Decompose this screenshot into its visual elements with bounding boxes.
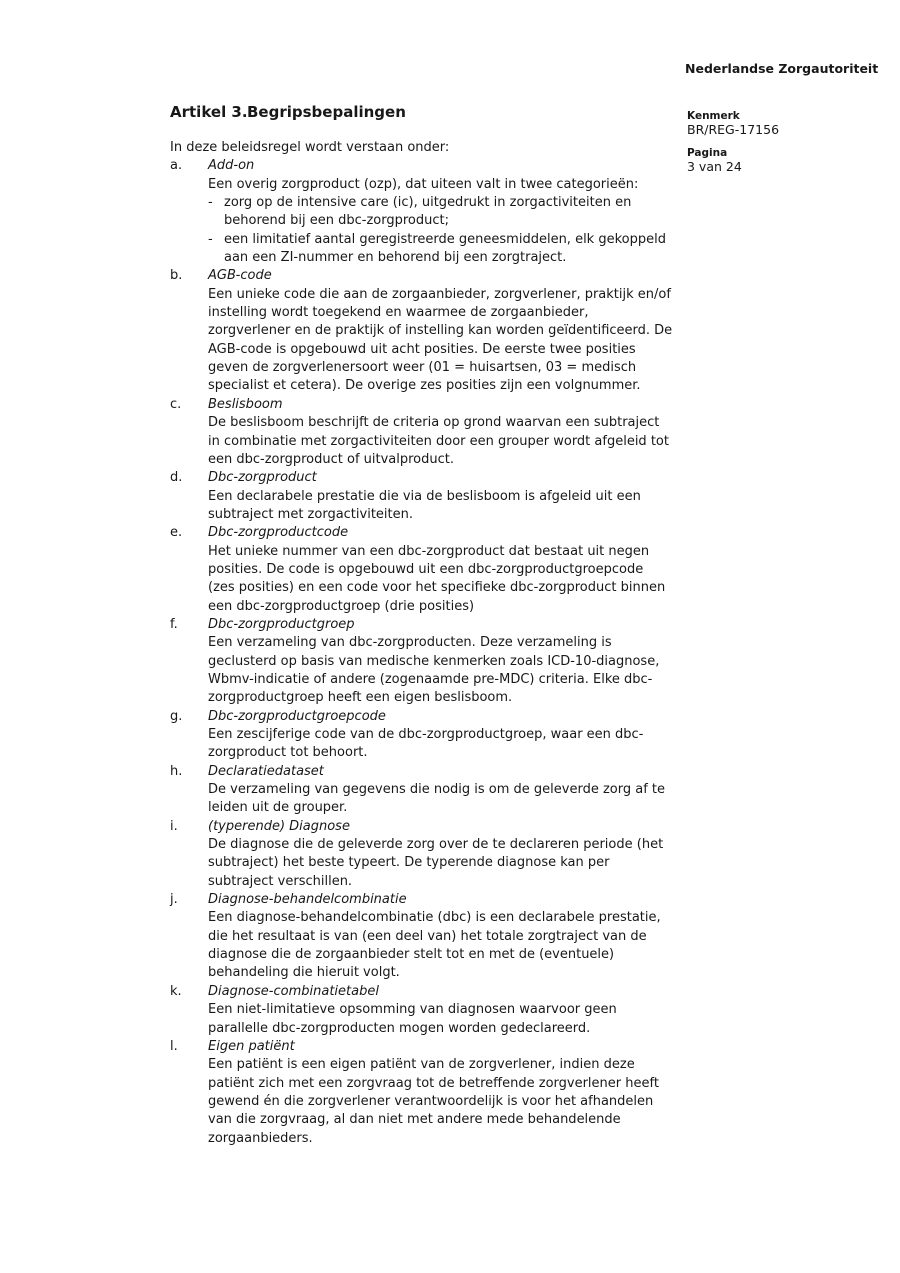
definition-content	[208, 396, 673, 469]
definition-letter: f.	[170, 616, 178, 632]
pagina-label: Pagina	[687, 147, 728, 159]
definition-item-f	[170, 616, 673, 708]
definition-term: Dbc-zorgproduct	[208, 470, 317, 486]
definition-body: Een verzameling van dbc-zorgproducten. Deze verzameling is geclusterd op basis van medische kenmerken zoals ICD-10-diagnose, Wbmv-indicatie of andere (zogenaamde pre-MDC) criteria. Elke dbc-zorgproductgroep heeft een eigen beslisboom.	[208, 635, 660, 706]
definition-term: AGB-code	[208, 268, 272, 284]
definition-item-i	[170, 818, 673, 891]
document-meta	[687, 110, 867, 184]
definition-content	[208, 616, 673, 708]
definition-term: Add-on	[208, 158, 255, 174]
intro-text: In deze beleidsregel wordt verstaan onder:	[170, 140, 450, 155]
definition-body: De diagnose die de geleverde zorg over de te declareren periode (het subtraject) het beste typeert. De typerende diagnose kan per subtraject verschillen.	[208, 837, 664, 889]
definition-letter: d.	[170, 470, 183, 486]
dash-bullet-icon: -	[208, 231, 213, 247]
definition-item-l	[170, 1038, 673, 1148]
kenmerk-value: BR/REG-17156	[687, 122, 780, 137]
definition-term: (typerende) Diagnose	[208, 818, 350, 834]
article-number: Artikel 3.	[170, 103, 248, 121]
definition-letter: l.	[170, 1038, 178, 1054]
definition-term: Dbc-zorgproductcode	[208, 525, 349, 541]
definition-content	[208, 524, 673, 616]
article-title	[170, 103, 673, 122]
definition-content	[208, 983, 673, 1038]
definition-item-a	[170, 157, 673, 267]
definition-item-d	[170, 469, 673, 524]
definition-letter: h.	[170, 763, 183, 779]
definition-content	[208, 708, 673, 763]
kenmerk-label: Kenmerk	[687, 110, 740, 122]
definition-content	[208, 157, 673, 267]
definition-letter: a.	[170, 158, 183, 174]
definition-item-h	[170, 763, 673, 818]
definition-term: Beslisboom	[208, 396, 283, 412]
definition-letter: e.	[170, 525, 183, 541]
definition-term: Dbc-zorgproductgroepcode	[208, 708, 386, 724]
definition-content	[208, 267, 673, 395]
definition-term: Eigen patiënt	[208, 1038, 295, 1054]
definition-item-c	[170, 396, 673, 469]
definition-body: Het unieke nummer van een dbc-zorgproduct dat bestaat uit negen posities. De code is opgebouwd uit een dbc-zorgproductgroepcode (zes posities) en een code voor het specifieke dbc-zorgproduct binnen een dbc-zorgproductgroep (drie posities)	[208, 543, 666, 614]
definition-item-g	[170, 708, 673, 763]
definition-letter: i.	[170, 818, 178, 834]
bullet-text: een limitatief aantal geregistreerde geneesmiddelen, elk gekoppeld aan een ZI-nummer en behorend bij een zorgtraject.	[224, 231, 666, 266]
definition-term: Diagnose-combinatietabel	[208, 983, 379, 999]
definition-body: Een overig zorgproduct (ozp), dat uiteen valt in twee categorieën:	[208, 176, 639, 192]
definition-bullet	[208, 231, 673, 268]
definition-letter: j.	[170, 892, 178, 908]
definition-term: Dbc-zorgproductgroep	[208, 616, 355, 632]
org-name: Nederlandse Zorgautoriteit	[685, 61, 879, 76]
article-heading: Begripsbepalingen	[247, 103, 406, 121]
definition-letter: k.	[170, 983, 182, 999]
definition-content	[208, 818, 673, 891]
definition-item-k	[170, 983, 673, 1038]
definition-body: Een zescijferige code van de dbc-zorgproductgroep, waar een dbc-zorgproduct tot behoort.	[208, 727, 644, 761]
definition-letter: c.	[170, 396, 182, 412]
definition-item-j	[170, 891, 673, 983]
bullet-text: zorg op de intensive care (ic), uitgedrukt in zorgactiviteiten en behorend bij een dbc-zorgproduct;	[224, 195, 632, 229]
definition-body: De beslisboom beschrijft de criteria op grond waarvan een subtraject in combinatie met zorgactiviteiten door een grouper wordt afgeleid tot een dbc-zorgproduct of uitvalproduct.	[208, 415, 669, 467]
definition-body: Een diagnose-behandelcombinatie (dbc) is een declarabele prestatie, die het resultaat is van (een deel van) het totale zorgtraject van de diagnose die de zorgaanbieder stelt tot en met de (eventuele) behandeling die hieruit volgt.	[208, 910, 661, 981]
definition-content	[208, 763, 673, 818]
definition-body: Een declarabele prestatie die via de beslisboom is afgeleid uit een subtraject met zorgactiviteiten.	[208, 488, 641, 522]
definition-body: De verzameling van gegevens die nodig is om de geleverde zorg af te leiden uit de grouper.	[208, 782, 666, 816]
definition-body: Een patiënt is een eigen patiënt van de zorgverlener, indien deze patiënt zich met een zorgvraag tot de betreffende zorgverlener heeft gewend én die zorgverlener verantwoordelijk is voor het afhandelen van die zorgvraag, al dan niet met andere mede behandelende zorgaanbieders.	[208, 1057, 659, 1146]
definition-content	[208, 891, 673, 983]
article-body	[170, 103, 673, 1148]
definition-item-b	[170, 267, 673, 395]
definition-content	[208, 1038, 673, 1148]
definition-content	[208, 469, 673, 524]
definition-term: Diagnose-behandelcombinatie	[208, 892, 407, 908]
definition-letter: b.	[170, 268, 183, 284]
pagina-value: 3 van 24	[687, 159, 742, 174]
definition-term: Declaratiedataset	[208, 763, 324, 779]
definition-body: Een niet-limitatieve opsomming van diagnosen waarvoor geen parallelle dbc-zorgproducten mogen worden gedeclareerd.	[208, 1002, 617, 1036]
definition-body: Een unieke code die aan de zorgaanbieder, zorgverlener, praktijk en/of instelling wordt toegekend en waarmee de zorgaanbieder, zorgverlener en de praktijk of instelling kan worden geïdentificeerd. De AGB-code is opgebouwd uit acht posities. De eerste twee posities geven de zorgverlenersoort weer (01 = huisartsen, 03 = medisch specialist et cetera). De overige zes posities zijn een volgnummer.	[208, 286, 673, 394]
dash-bullet-icon: -	[208, 195, 213, 211]
definition-letter: g.	[170, 708, 183, 724]
definition-bullet	[208, 194, 673, 231]
definition-item-e	[170, 524, 673, 616]
